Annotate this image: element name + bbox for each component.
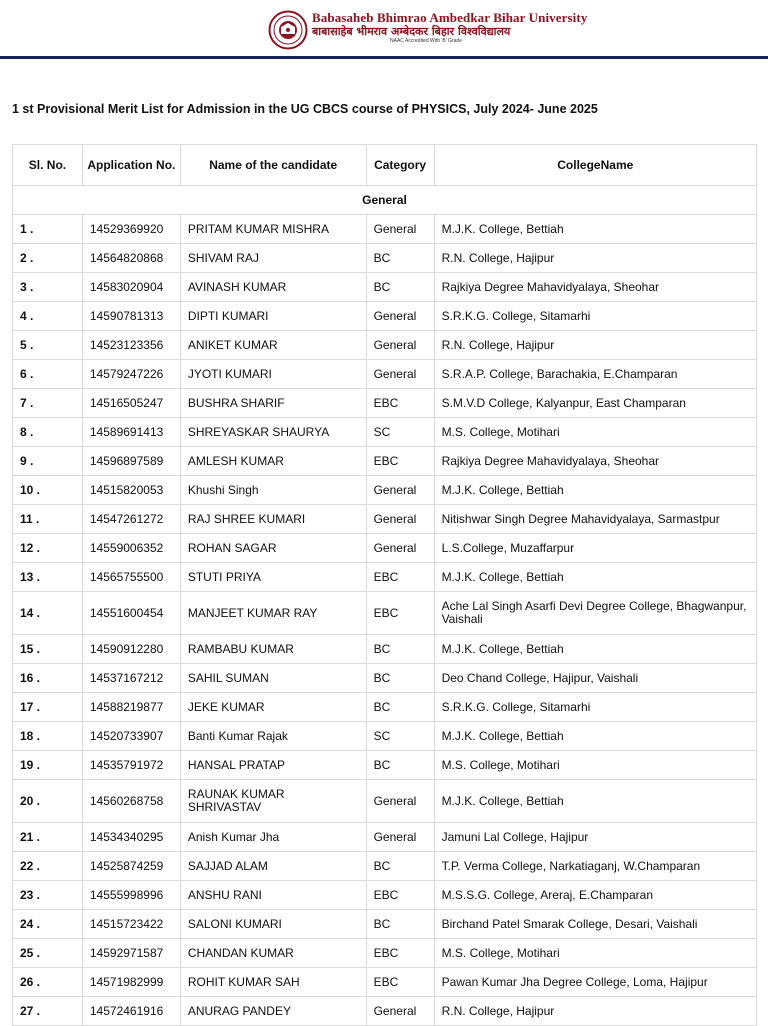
table-header-row (13, 145, 757, 186)
application-no-cell: 14555998996 (82, 881, 180, 910)
application-no-cell: 14590912280 (82, 635, 180, 664)
application-no-cell: 14565755500 (82, 563, 180, 592)
category-cell: SC (366, 418, 434, 447)
college-name-cell: R.N. College, Hajipur (434, 997, 756, 1026)
college-name-cell: S.R.A.P. College, Barachakia, E.Champaran (434, 360, 756, 389)
sl-no-cell: 11 . (13, 505, 83, 534)
application-no-cell: 14559006352 (82, 534, 180, 563)
sl-no-cell: 22 . (13, 852, 83, 881)
table-row (13, 592, 757, 635)
sl-no-cell: 1 . (13, 215, 83, 244)
sl-no-cell: 19 . (13, 751, 83, 780)
application-no-cell: 14564820868 (82, 244, 180, 273)
sl-no-cell: 24 . (13, 910, 83, 939)
category-cell: BC (366, 664, 434, 693)
college-name-cell: M.S.S.G. College, Areraj, E.Champaran (434, 881, 756, 910)
sl-no-cell: 23 . (13, 881, 83, 910)
table-row (13, 563, 757, 592)
college-name-cell: M.J.K. College, Bettiah (434, 635, 756, 664)
sl-no-cell: 20 . (13, 780, 83, 823)
category-cell: BC (366, 852, 434, 881)
category-cell: EBC (366, 563, 434, 592)
application-no-cell: 14515723422 (82, 910, 180, 939)
sl-no-cell: 10 . (13, 476, 83, 505)
university-seal-icon (268, 10, 308, 50)
application-no-cell: 14596897589 (82, 447, 180, 476)
application-no-cell: 14560268758 (82, 780, 180, 823)
application-no-cell: 14592971587 (82, 939, 180, 968)
table-row (13, 997, 757, 1026)
college-name-cell: S.R.K.G. College, Sitamarhi (434, 302, 756, 331)
university-name-hindi: बाबासाहेब भीमराव अम्बेदकर बिहार विश्वविद्यालय (312, 25, 511, 38)
application-no-cell: 14588219877 (82, 693, 180, 722)
category-cell: General (366, 302, 434, 331)
college-name-cell: S.R.K.G. College, Sitamarhi (434, 693, 756, 722)
category-cell: General (366, 823, 434, 852)
candidate-name-cell: DIPTI KUMARI (180, 302, 366, 331)
college-name-cell: R.N. College, Hajipur (434, 244, 756, 273)
university-logo[interactable] (268, 10, 587, 50)
category-cell: BC (366, 635, 434, 664)
candidate-name-cell: SAHIL SUMAN (180, 664, 366, 693)
candidate-name-cell: PRITAM KUMAR MISHRA (180, 215, 366, 244)
table-row (13, 534, 757, 563)
table-row (13, 476, 757, 505)
group-row (13, 186, 757, 215)
sl-no-cell: 6 . (13, 360, 83, 389)
table-row (13, 215, 757, 244)
application-no-cell: 14583020904 (82, 273, 180, 302)
category-cell: EBC (366, 447, 434, 476)
college-name-cell: Rajkiya Degree Mahavidyalaya, Sheohar (434, 447, 756, 476)
application-no-cell: 14525874259 (82, 852, 180, 881)
sl-no-cell: 16 . (13, 664, 83, 693)
table-row (13, 418, 757, 447)
candidate-name-cell: Khushi Singh (180, 476, 366, 505)
sl-no-cell: 14 . (13, 592, 83, 635)
table-row (13, 939, 757, 968)
candidate-name-cell: SALONI KUMARI (180, 910, 366, 939)
merit-list-body (13, 186, 757, 1026)
page-header (0, 0, 768, 56)
college-name-cell: M.J.K. College, Bettiah (434, 563, 756, 592)
category-cell: BC (366, 751, 434, 780)
college-name-cell: Rajkiya Degree Mahavidyalaya, Sheohar (434, 273, 756, 302)
application-no-cell: 14535791972 (82, 751, 180, 780)
application-no-cell: 14537167212 (82, 664, 180, 693)
application-no-cell: 14520733907 (82, 722, 180, 751)
application-no-cell: 14547261272 (82, 505, 180, 534)
college-name-cell: Nitishwar Singh Degree Mahavidyalaya, Sarmastpur (434, 505, 756, 534)
table-row (13, 693, 757, 722)
table-row (13, 968, 757, 997)
candidate-name-cell: SHREYASKAR SHAURYA (180, 418, 366, 447)
category-cell: General (366, 476, 434, 505)
category-cell: General (366, 997, 434, 1026)
college-name-cell: R.N. College, Hajipur (434, 331, 756, 360)
sl-no-cell: 8 . (13, 418, 83, 447)
candidate-name-cell: STUTI PRIYA (180, 563, 366, 592)
sl-no-cell: 13 . (13, 563, 83, 592)
candidate-name-cell: MANJEET KUMAR RAY (180, 592, 366, 635)
table-row (13, 302, 757, 331)
table-row (13, 635, 757, 664)
category-cell: EBC (366, 968, 434, 997)
sl-no-cell: 26 . (13, 968, 83, 997)
sl-no-cell: 7 . (13, 389, 83, 418)
sl-no-cell: 25 . (13, 939, 83, 968)
application-no-cell: 14572461916 (82, 997, 180, 1026)
sl-no-cell: 4 . (13, 302, 83, 331)
category-cell: BC (366, 273, 434, 302)
candidate-name-cell: HANSAL PRATAP (180, 751, 366, 780)
college-name-cell: Birchand Patel Smarak College, Desari, Vaishali (434, 910, 756, 939)
sl-no-cell: 15 . (13, 635, 83, 664)
application-no-cell: 14516505247 (82, 389, 180, 418)
header-college-name: CollegeName (434, 145, 756, 186)
candidate-name-cell: ANSHU RANI (180, 881, 366, 910)
category-cell: General (366, 215, 434, 244)
table-row (13, 780, 757, 823)
application-no-cell: 14589691413 (82, 418, 180, 447)
sl-no-cell: 21 . (13, 823, 83, 852)
table-row (13, 852, 757, 881)
college-name-cell: Deo Chand College, Hajipur, Vaishali (434, 664, 756, 693)
category-cell: General (366, 534, 434, 563)
sl-no-cell: 27 . (13, 997, 83, 1026)
group-label: General (13, 186, 757, 215)
category-cell: General (366, 360, 434, 389)
table-row (13, 331, 757, 360)
category-cell: General (366, 331, 434, 360)
college-name-cell: M.S. College, Motihari (434, 751, 756, 780)
header-application-no: Application No. (82, 145, 180, 186)
application-no-cell: 14571982999 (82, 968, 180, 997)
table-row (13, 751, 757, 780)
sl-no-cell: 3 . (13, 273, 83, 302)
category-cell: BC (366, 244, 434, 273)
page-title: 1 st Provisional Merit List for Admission in the UG CBCS course of PHYSICS, July 2024- June 2025 (12, 102, 598, 116)
table-row (13, 273, 757, 302)
table-row (13, 360, 757, 389)
college-name-cell: Ache Lal Singh Asarfi Devi Degree College, Bhagwanpur, Vaishali (434, 592, 756, 635)
application-no-cell: 14515820053 (82, 476, 180, 505)
table-row (13, 664, 757, 693)
table-row (13, 823, 757, 852)
category-cell: BC (366, 693, 434, 722)
candidate-name-cell: Anish Kumar Jha (180, 823, 366, 852)
candidate-name-cell: RAJ SHREE KUMARI (180, 505, 366, 534)
candidate-name-cell: ROHIT KUMAR SAH (180, 968, 366, 997)
sl-no-cell: 5 . (13, 331, 83, 360)
table-row (13, 722, 757, 751)
college-name-cell: Jamuni Lal College, Hajipur (434, 823, 756, 852)
sl-no-cell: 9 . (13, 447, 83, 476)
table-row (13, 881, 757, 910)
category-cell: General (366, 780, 434, 823)
application-no-cell: 14551600454 (82, 592, 180, 635)
application-no-cell: 14590781313 (82, 302, 180, 331)
college-name-cell: M.J.K. College, Bettiah (434, 476, 756, 505)
application-no-cell: 14529369920 (82, 215, 180, 244)
candidate-name-cell: JEKE KUMAR (180, 693, 366, 722)
college-name-cell: S.M.V.D College, Kalyanpur, East Champaran (434, 389, 756, 418)
college-name-cell: M.J.K. College, Bettiah (434, 722, 756, 751)
category-cell: EBC (366, 881, 434, 910)
table-row (13, 244, 757, 273)
college-name-cell: T.P. Verma College, Narkatiaganj, W.Champaran (434, 852, 756, 881)
category-cell: EBC (366, 389, 434, 418)
candidate-name-cell: ANURAG PANDEY (180, 997, 366, 1026)
naac-accreditation: NAAC Accredited With 'B' Grade (390, 38, 462, 44)
college-name-cell: L.S.College, Muzaffarpur (434, 534, 756, 563)
college-name-cell: M.J.K. College, Bettiah (434, 215, 756, 244)
table-row (13, 505, 757, 534)
header-divider (0, 56, 768, 59)
category-cell: General (366, 505, 434, 534)
category-cell: EBC (366, 939, 434, 968)
candidate-name-cell: SHIVAM RAJ (180, 244, 366, 273)
candidate-name-cell: BUSHRA SHARIF (180, 389, 366, 418)
college-name-cell: M.J.K. College, Bettiah (434, 780, 756, 823)
college-name-cell: Pawan Kumar Jha Degree College, Loma, Hajipur (434, 968, 756, 997)
candidate-name-cell: ROHAN SAGAR (180, 534, 366, 563)
candidate-name-cell: JYOTI KUMARI (180, 360, 366, 389)
sl-no-cell: 12 . (13, 534, 83, 563)
header-category: Category (366, 145, 434, 186)
university-name-english: Babasaheb Bhimrao Ambedkar Bihar University (312, 10, 588, 25)
table-row (13, 910, 757, 939)
category-cell: EBC (366, 592, 434, 635)
college-name-cell: M.S. College, Motihari (434, 418, 756, 447)
sl-no-cell: 2 . (13, 244, 83, 273)
merit-list-table (12, 144, 757, 1026)
application-no-cell: 14534340295 (82, 823, 180, 852)
candidate-name-cell: SAJJAD ALAM (180, 852, 366, 881)
header-candidate-name: Name of the candidate (180, 145, 366, 186)
candidate-name-cell: CHANDAN KUMAR (180, 939, 366, 968)
category-cell: BC (366, 910, 434, 939)
sl-no-cell: 18 . (13, 722, 83, 751)
candidate-name-cell: AMLESH KUMAR (180, 447, 366, 476)
candidate-name-cell: AVINASH KUMAR (180, 273, 366, 302)
application-no-cell: 14523123356 (82, 331, 180, 360)
table-row (13, 389, 757, 418)
application-no-cell: 14579247226 (82, 360, 180, 389)
header-sl-no: Sl. No. (13, 145, 83, 186)
candidate-name-cell: RAMBABU KUMAR (180, 635, 366, 664)
college-name-cell: M.S. College, Motihari (434, 939, 756, 968)
candidate-name-cell: Banti Kumar Rajak (180, 722, 366, 751)
candidate-name-cell: RAUNAK KUMAR SHRIVASTAV (180, 780, 366, 823)
sl-no-cell: 17 . (13, 693, 83, 722)
category-cell: SC (366, 722, 434, 751)
table-row (13, 447, 757, 476)
candidate-name-cell: ANIKET KUMAR (180, 331, 366, 360)
